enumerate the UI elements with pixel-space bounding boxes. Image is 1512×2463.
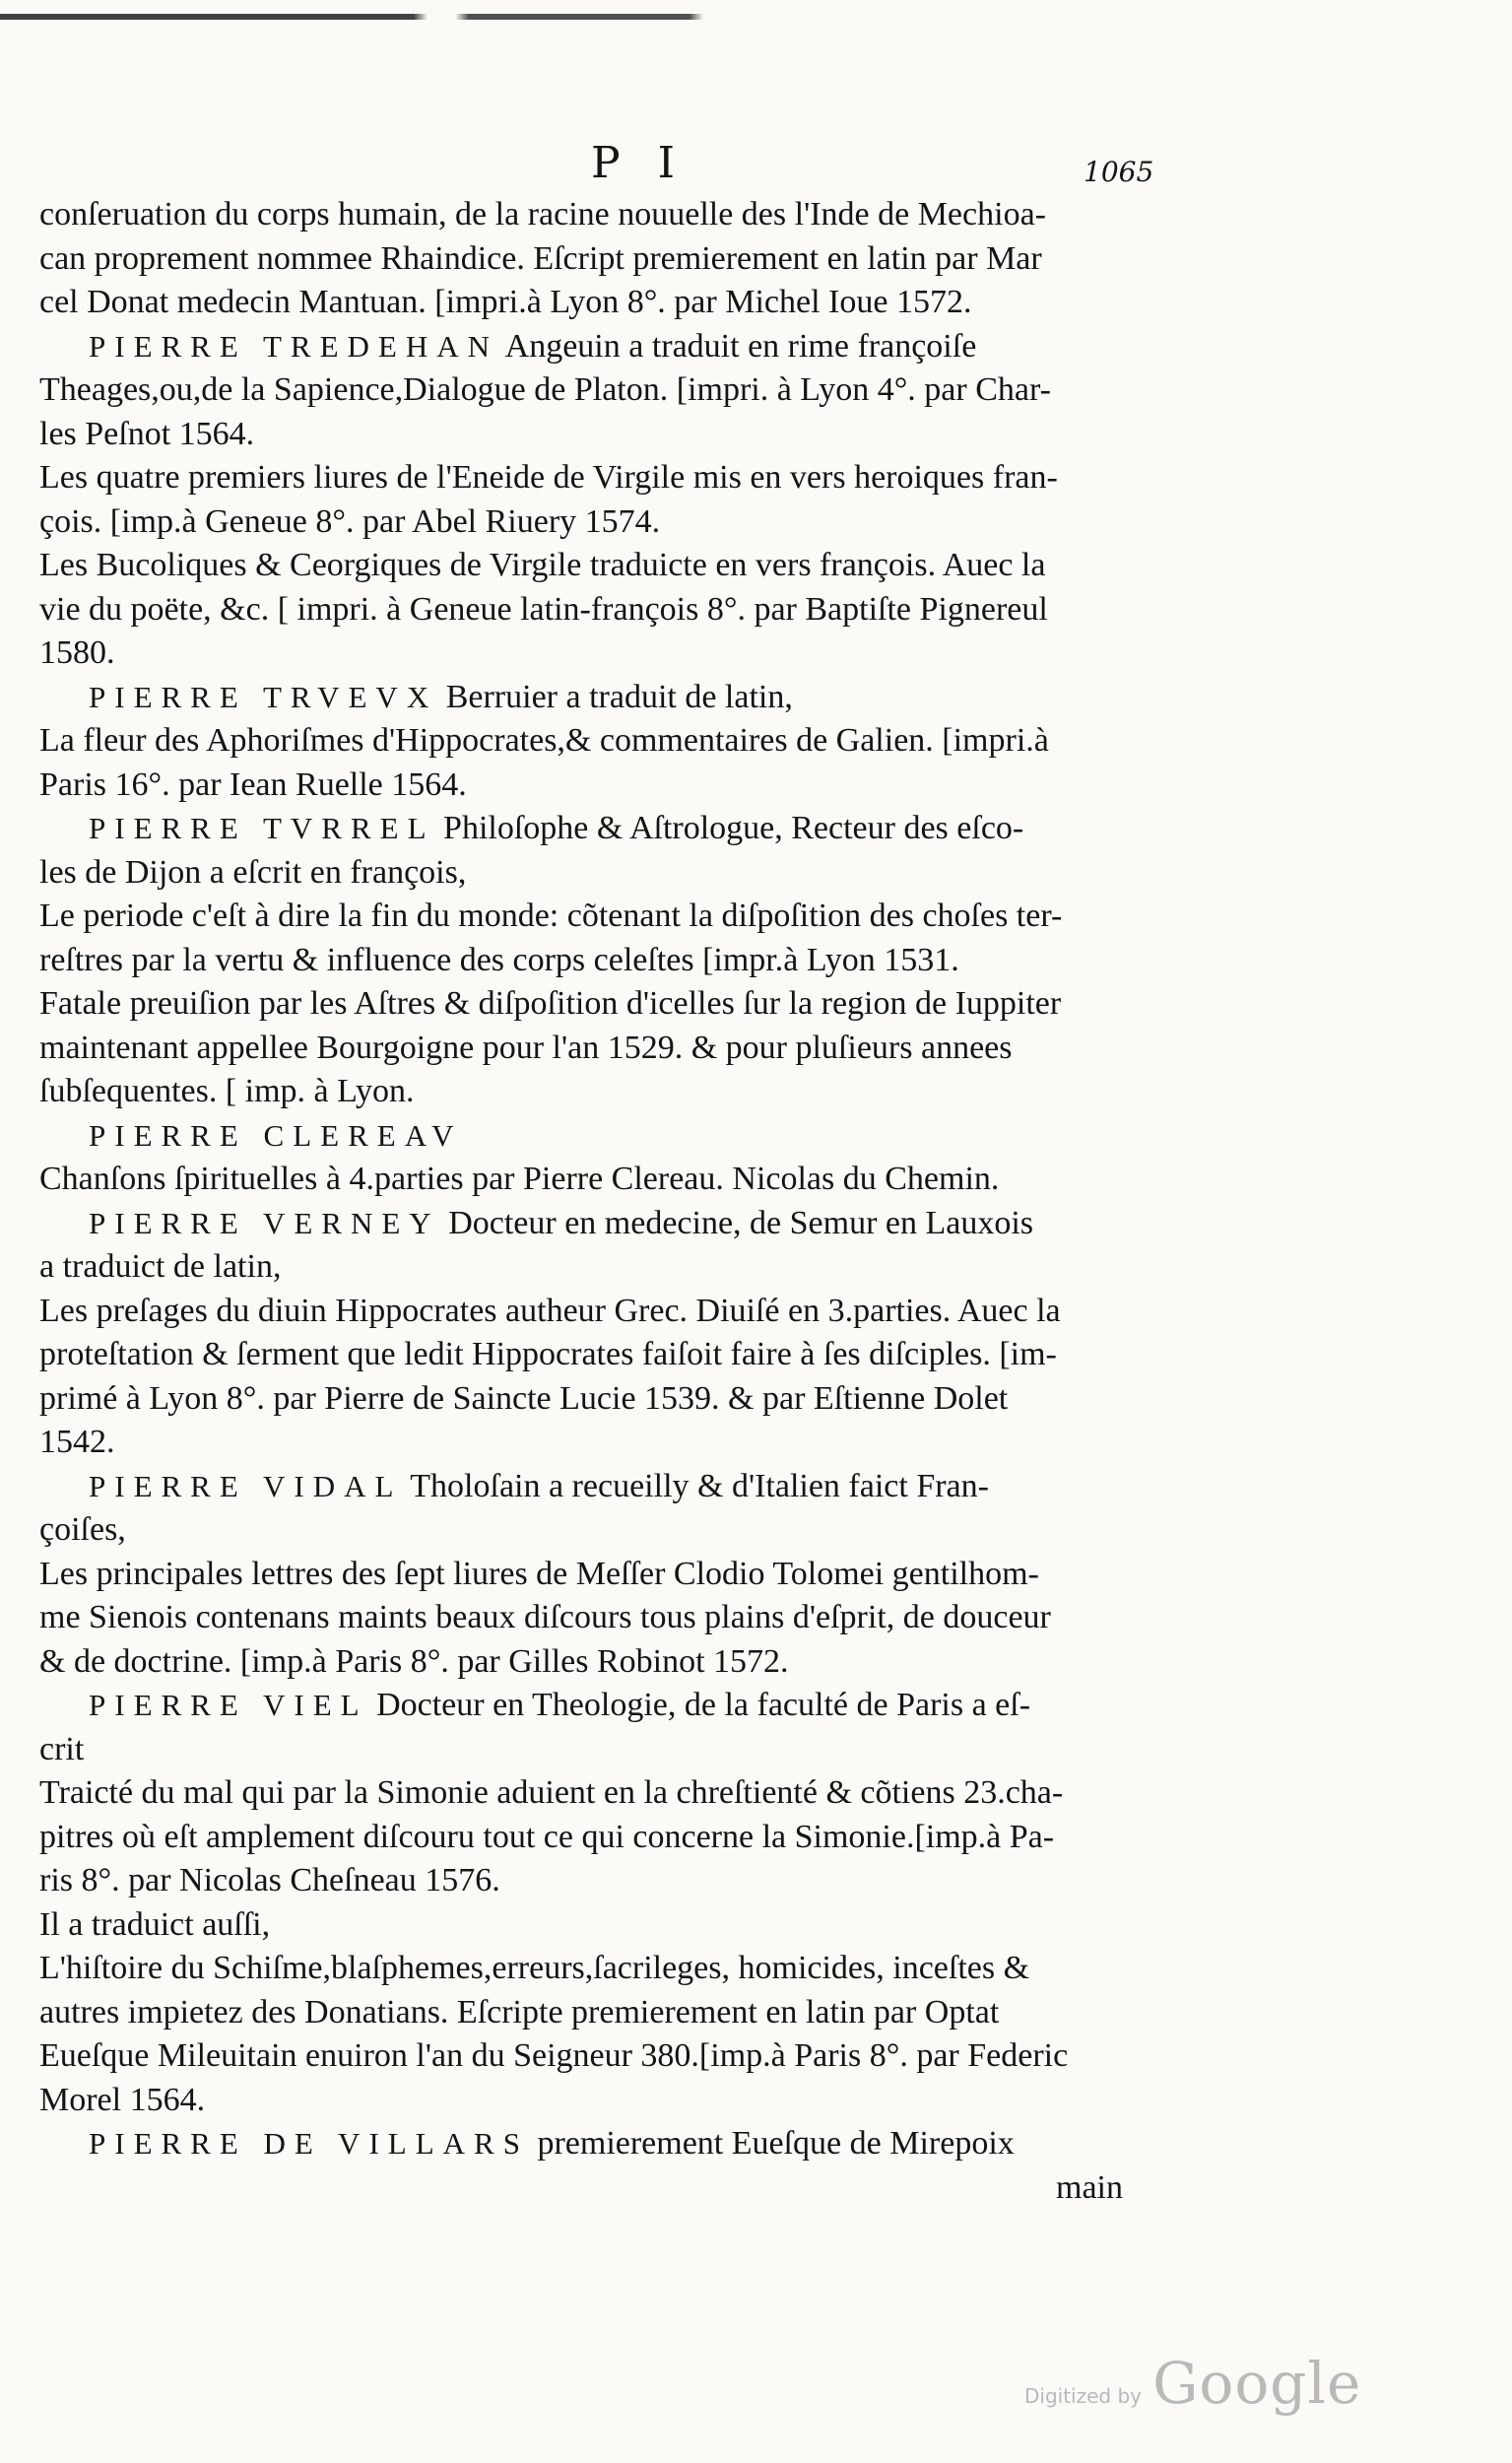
text-line: [39, 281, 1192, 325]
text-line: [39, 1596, 1192, 1640]
text-line: [39, 2034, 1192, 2079]
line-text: Paris 16°. par Iean Ruelle 1564.: [39, 766, 467, 803]
watermark-prefix: Digitized by: [1024, 2384, 1142, 2408]
author-entry-line: [39, 1465, 1192, 1509]
author-name: PIERRE VIEL: [89, 1688, 368, 1722]
line-text: Fatale preuiſion par les Aſtres & diſpoſition d'icelles ſur la region de Iuppiter: [39, 985, 1062, 1022]
bibliography-text: [39, 193, 1192, 2210]
line-text: pitres où eſt amplement diſcouru tout ce qui concerne la Simonie.[imp.à Pa-: [39, 1818, 1055, 1855]
author-entry-line: [39, 1114, 1192, 1159]
line-text: me Sienois contenans maints beaux diſcours tous plains d'eſprit, de douceur: [39, 1599, 1051, 1635]
text-line: [39, 1816, 1192, 1860]
text-line: [39, 939, 1192, 983]
line-text: proteſtation & ſerment que ledit Hippocrates faiſoit faire à ſes diſciples. [im-: [39, 1336, 1057, 1372]
text-line: [39, 982, 1192, 1027]
line-text: çois. [imp.à Geneue 8°. par Abel Riuery 1574.: [39, 502, 661, 540]
text-line: [39, 764, 1192, 808]
text-line: [39, 1070, 1192, 1114]
author-name: PIERRE TREDEHAN: [89, 328, 499, 364]
line-text: a traduict de latin,: [39, 1248, 282, 1285]
text-line: [39, 719, 1192, 764]
line-text: Les quatre premiers liures de l'Eneide de Virgile mis en vers heroiques fran-: [39, 459, 1058, 496]
text-line: [39, 2079, 1192, 2123]
line-text: autres impietez des Donatians. Eſcripte premierement en latin par Optat: [39, 1993, 1000, 2030]
text-line: [39, 1027, 1192, 1071]
page-number: 1065: [1084, 156, 1154, 188]
google-watermark: [1024, 2350, 1361, 2417]
line-text: primé à Lyon 8°. par Pierre de Saincte Lucie 1539. & par Eſtienne Dolet: [39, 1379, 1009, 1417]
line-text: 1542.: [39, 1424, 115, 1460]
text-line: [39, 500, 1192, 545]
text-line: [39, 368, 1192, 413]
text-line: [39, 456, 1192, 500]
text-line: [39, 237, 1192, 282]
line-text: çoiſes,: [39, 1511, 126, 1548]
text-line: [39, 1728, 1192, 1772]
author-name: PIERRE TRVEVX: [89, 679, 438, 714]
line-text: can proprement nommee Rhaindice. Eſcript premierement en latin par Mar: [39, 239, 1042, 277]
text-line: [39, 632, 1192, 676]
author-name: PIERRE VIDAL: [89, 1468, 403, 1503]
author-name: PIERRE DE VILLARS: [89, 2126, 529, 2161]
line-text: Philoſophe & Aſtrologue, Recteur des eſco-: [434, 810, 1024, 846]
author-entry-line: [39, 1202, 1192, 1246]
text-line: [39, 1290, 1192, 1334]
text-line: [39, 1859, 1192, 1903]
running-head: P I: [591, 138, 687, 188]
page-header: [0, 138, 1512, 187]
line-text: & de doctrine. [imp.à Paris 8°. par Gilles Robinot 1572.: [39, 1642, 789, 1680]
line-text: Berruier a traduit de latin,: [437, 678, 793, 715]
top-edge-rule: [0, 14, 1379, 20]
text-line: [39, 1947, 1192, 1991]
line-text: crit: [39, 1730, 85, 1767]
line-text: Les principales lettres des ſept liures de Meſſer Clodio Tolomei gentilhom-: [39, 1555, 1039, 1592]
line-text: vie du poëte, &c. [ impri. à Geneue latin-françois 8°. par Baptiſte Pignereul: [39, 590, 1048, 628]
line-text: Docteur en Theologie, de la faculté de Paris a eſ-: [367, 1687, 1031, 1723]
text-line: [39, 1333, 1192, 1377]
line-text: premierement Eueſque de Mirepoix: [528, 2125, 1015, 2162]
text-line: [39, 193, 1192, 237]
line-text: ſubſequentes. [ imp. à Lyon.: [39, 1073, 415, 1109]
author-entry-line: [39, 807, 1192, 851]
text-line: [39, 1158, 1192, 1202]
line-text: Le periode c'eſt à dire la fin du monde: cõtenant la diſpoſition des choſes ter-: [39, 898, 1063, 934]
line-text: ris 8°. par Nicolas Cheſneau 1576.: [39, 1862, 500, 1898]
line-text: cel Donat medecin Mantuan. [impri.à Lyon 8°. par Michel Ioue 1572.: [39, 284, 972, 320]
author-name: PIERRE TVRREL: [89, 811, 435, 845]
line-text: reſtres par la vertu & influence des corps celeſtes [impr.à Lyon 1531.: [39, 941, 959, 978]
text-line: [39, 1245, 1192, 1290]
author-name: PIERRE VERNEY: [89, 1205, 440, 1240]
text-line: [39, 544, 1192, 588]
author-entry-line: [39, 325, 1192, 369]
line-text: Il a traduict auſſi,: [39, 1905, 271, 1943]
line-text: Eueſque Mileuitain enuiron l'an du Seigneur 380.[imp.à Paris 8°. par Federic: [39, 2037, 1069, 2074]
text-line: [39, 1640, 1192, 1685]
author-entry-line: [39, 2122, 1192, 2166]
text-line: [39, 413, 1192, 457]
line-text: L'hiſtoire du Schiſme,blaſphemes,erreurs,ſacrileges, homicides, inceſtes &: [39, 1950, 1030, 1986]
text-line: [39, 1991, 1192, 2035]
line-text: Docteur en medecine, de Semur en Lauxois: [439, 1204, 1034, 1241]
author-entry-line: [39, 1684, 1192, 1728]
line-text: Theages,ou,de la Sapience,Dialogue de Platon. [impri. à Lyon 4°. par Char-: [39, 371, 1051, 408]
watermark-logo: Google: [1152, 2350, 1362, 2417]
author-entry-line: [39, 676, 1192, 720]
line-text: Traicté du mal qui par la Simonie aduient en la chreſtienté & cõtiens 23.cha-: [39, 1774, 1064, 1811]
text-line: [39, 1903, 1192, 1948]
line-text: Les Bucoliques & Ceorgiques de Virgile traduicte en vers françois. Auec la: [39, 547, 1046, 583]
author-name: PIERRE CLEREAV: [89, 1117, 463, 1153]
text-line: [39, 1771, 1192, 1816]
line-text: Morel 1564.: [39, 2081, 206, 2118]
line-text: 1580.: [39, 634, 115, 671]
line-text: Tholoſain a recueilly & d'Italien faict Fran-: [402, 1467, 989, 1504]
text-line: [39, 1553, 1192, 1597]
text-line: [39, 1421, 1192, 1465]
line-text: Les preſages du diuin Hippocrates autheur Grec. Diuiſé en 3.parties. Auec la: [39, 1292, 1061, 1329]
text-line: [39, 588, 1192, 632]
line-text: les Peſnot 1564.: [39, 415, 255, 452]
line-text: Chanſons ſpirituelles à 4.parties par Pierre Clereau. Nicolas du Chemin.: [39, 1161, 1000, 1197]
catchword: main: [1056, 2168, 1123, 2206]
line-text: les de Dijon a eſcrit en françois,: [39, 853, 467, 891]
line-text: Angeuin a traduit en rime françoiſe: [498, 327, 977, 365]
text-line: [39, 851, 1192, 896]
text-line: [39, 1377, 1192, 1422]
line-text: conſeruation du corps humain, de la racine nouuelle des l'Inde de Mechioa-: [39, 196, 1046, 233]
text-line: [39, 1508, 1192, 1553]
text-line: [39, 895, 1192, 939]
line-text: maintenant appellee Bourgoigne pour l'an 1529. & pour pluſieurs annees: [39, 1029, 1013, 1066]
line-text: La fleur des Aphoriſmes d'Hippocrates,& commentaires de Galien. [impri.à: [39, 722, 1049, 759]
